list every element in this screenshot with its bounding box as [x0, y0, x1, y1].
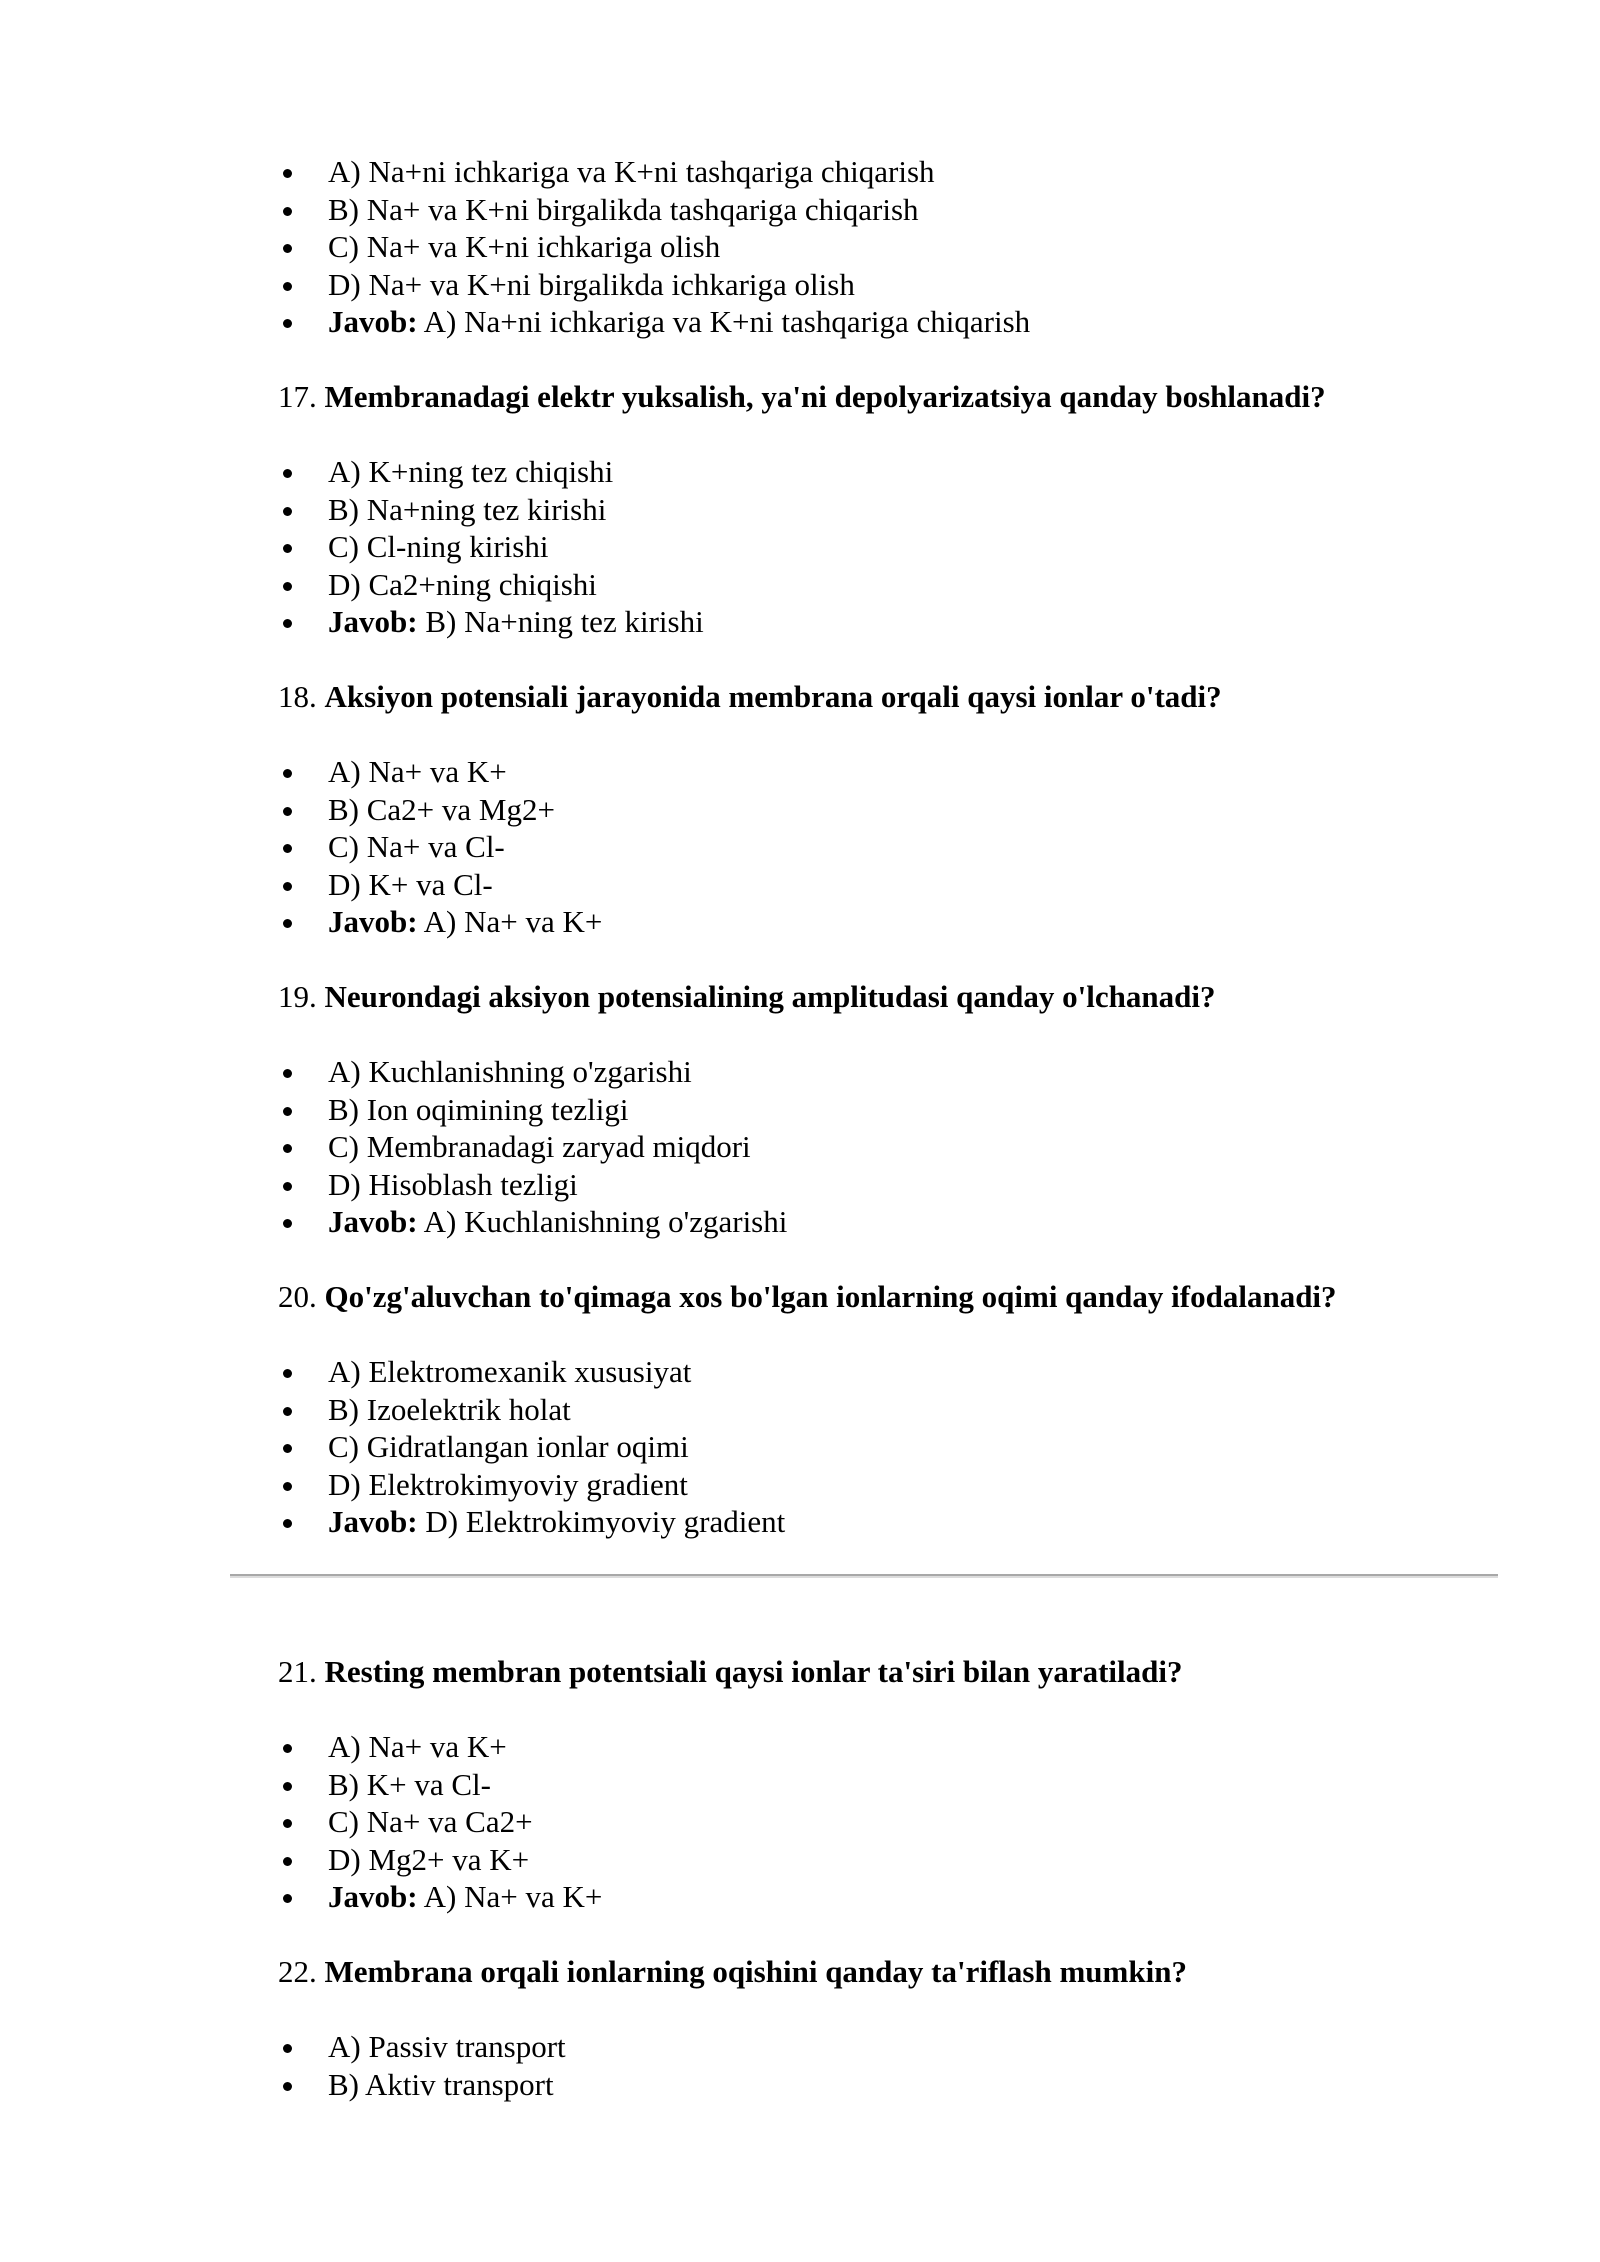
option-a: A) Elektromexanik xususiyat — [328, 1353, 1478, 1391]
question-text: Qo'zg'aluvchan to'qimaga xos bo'lgan ionlarning oqimi qanday ifodalanadi? — [324, 1279, 1337, 1314]
answer-text: A) Kuchlanishning o'zgarishi — [423, 1204, 788, 1239]
question-18-options — [328, 753, 1478, 941]
question-number: 18. — [278, 679, 317, 714]
answer-line — [328, 603, 1478, 641]
question-17-options — [328, 453, 1478, 641]
answer-text: A) Na+ va K+ — [423, 904, 603, 939]
answer-label: Javob: — [328, 604, 418, 639]
option-b: B) Ca2+ va Mg2+ — [328, 791, 1478, 829]
option-b: B) Na+ning tez kirishi — [328, 491, 1478, 529]
question-18 — [278, 678, 1528, 716]
question-number: 20. — [278, 1279, 317, 1314]
question-21-options — [328, 1728, 1478, 1916]
question-19 — [278, 978, 1528, 1016]
option-c: C) Na+ va Cl- — [328, 828, 1478, 866]
question-text: Membranadagi elektr yuksalish, ya'ni depolyarizatsiya qanday boshlanadi? — [324, 379, 1326, 414]
answer-text: D) Elektrokimyoviy gradient — [425, 1504, 786, 1539]
option-d: D) Ca2+ning chiqishi — [328, 566, 1478, 604]
question-text: Membrana orqali ionlarning oqishini qanday ta'riflash mumkin? — [324, 1954, 1187, 1989]
answer-label: Javob: — [328, 1504, 418, 1539]
answer-text: A) Na+ni ichkariga va K+ni tashqariga chiqarish — [423, 304, 1031, 339]
question-text: Resting membran potentsiali qaysi ionlar ta'siri bilan yaratiladi? — [324, 1654, 1183, 1689]
option-b: B) Na+ va K+ni birgalikda tashqariga chiqarish — [328, 191, 1478, 229]
question-22-options — [328, 2028, 1478, 2103]
option-a: A) K+ning tez chiqishi — [328, 453, 1478, 491]
question-22 — [278, 1953, 1528, 1991]
option-a: A) Passiv transport — [328, 2028, 1478, 2066]
option-b: B) Aktiv transport — [328, 2066, 1478, 2104]
option-d: D) Mg2+ va K+ — [328, 1841, 1478, 1879]
horizontal-divider — [230, 1574, 1498, 1578]
question-text: Aksiyon potensiali jarayonida membrana orqali qaysi ionlar o'tadi? — [324, 679, 1222, 714]
answer-label: Javob: — [328, 1204, 418, 1239]
option-d: D) Elektrokimyoviy gradient — [328, 1466, 1478, 1504]
answer-label: Javob: — [328, 904, 418, 939]
question-number: 17. — [278, 379, 317, 414]
top-options-list — [328, 153, 1478, 341]
option-c: C) Na+ va Ca2+ — [328, 1803, 1478, 1841]
question-21 — [278, 1653, 1528, 1691]
question-text: Neurondagi aksiyon potensialining amplitudasi qanday o'lchanadi? — [324, 979, 1216, 1014]
answer-label: Javob: — [328, 1879, 418, 1914]
option-a: A) Na+ni ichkariga va K+ni tashqariga chiqarish — [328, 153, 1478, 191]
answer-line — [328, 303, 1478, 341]
answer-line — [328, 1203, 1478, 1241]
option-c: C) Na+ va K+ni ichkariga olish — [328, 228, 1478, 266]
option-c: C) Gidratlangan ionlar oqimi — [328, 1428, 1478, 1466]
question-19-options — [328, 1053, 1478, 1241]
option-c: C) Membranadagi zaryad miqdori — [328, 1128, 1478, 1166]
answer-text: B) Na+ning tez kirishi — [425, 604, 704, 639]
answer-line — [328, 1503, 1478, 1541]
option-d: D) Hisoblash tezligi — [328, 1166, 1478, 1204]
question-20 — [278, 1278, 1528, 1316]
option-d: D) Na+ va K+ni birgalikda ichkariga olish — [328, 266, 1478, 304]
option-d: D) K+ va Cl- — [328, 866, 1478, 904]
question-number: 22. — [278, 1954, 317, 1989]
question-number: 21. — [278, 1654, 317, 1689]
option-b: B) K+ va Cl- — [328, 1766, 1478, 1804]
question-20-options — [328, 1353, 1478, 1541]
question-17 — [278, 378, 1528, 416]
answer-line — [328, 903, 1478, 941]
question-number: 19. — [278, 979, 317, 1014]
option-b: B) Ion oqimining tezligi — [328, 1091, 1478, 1129]
option-a: A) Kuchlanishning o'zgarishi — [328, 1053, 1478, 1091]
option-b: B) Izoelektrik holat — [328, 1391, 1478, 1429]
answer-line — [328, 1878, 1478, 1916]
answer-text: A) Na+ va K+ — [423, 1879, 603, 1914]
option-a: A) Na+ va K+ — [328, 753, 1478, 791]
option-a: A) Na+ va K+ — [328, 1728, 1478, 1766]
option-c: C) Cl-ning kirishi — [328, 528, 1478, 566]
answer-label: Javob: — [328, 304, 418, 339]
